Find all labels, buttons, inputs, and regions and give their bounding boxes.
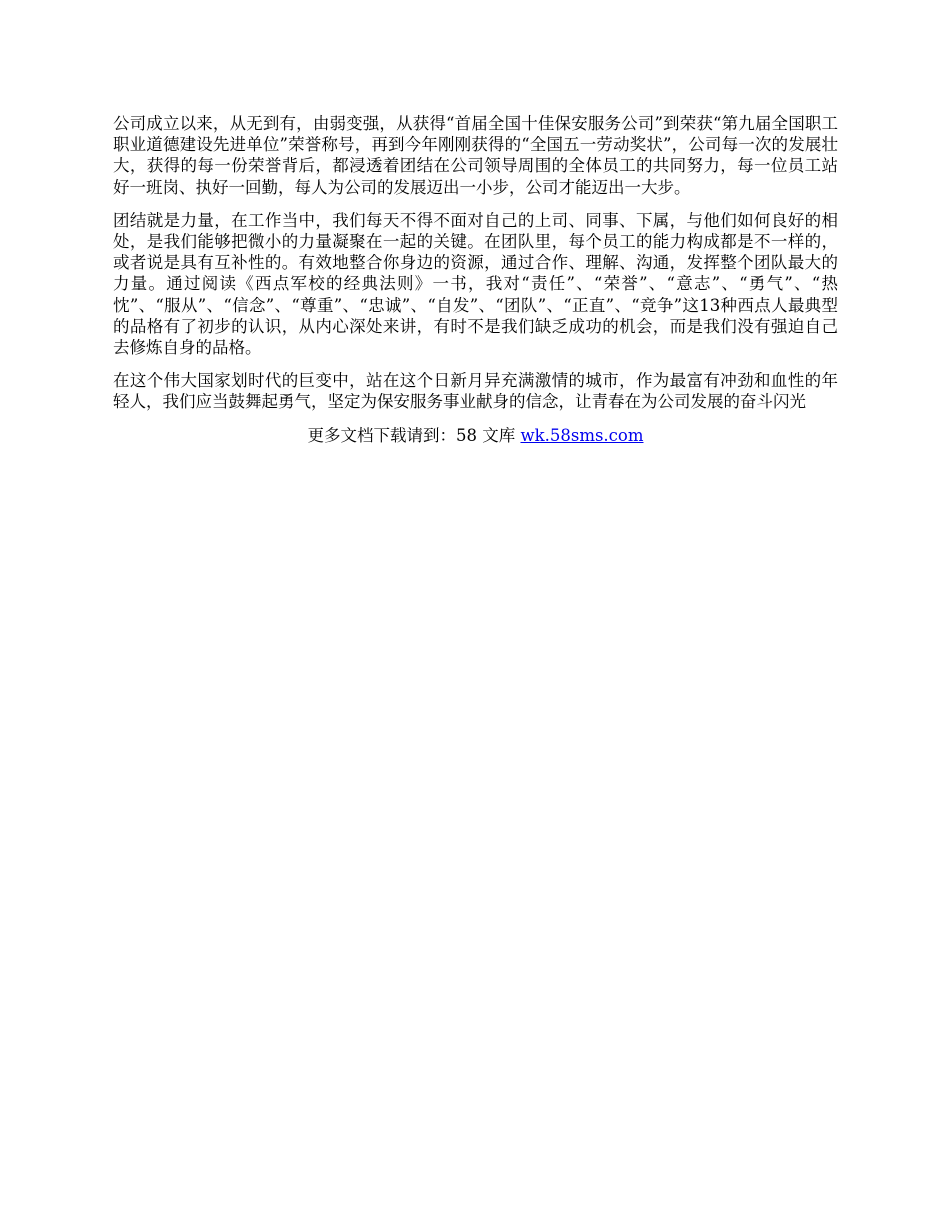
footer-link[interactable]: wk.58sms.com [520, 425, 644, 445]
paragraph-2: 团结就是力量，在工作当中，我们每天不得不面对自己的上司、同事、下属，与他们如何良好的相处，是我们能够把微小的力量凝聚在一起的关键。在团队里，每个员工的能力构成都是不一样的，或者说是具有互补性的。有效地整合你身边的资源，通过合作、理解、沟通，发挥整个团队最大的力量。通过阅读《西点军校的经典法则》一书，我对“责任”、“荣誉”、“意志”、“勇气”、“热忱”、“服从”、“信念”、“尊重”、“忠诚”、“自发”、“团队”、“正直”、“竞争”这13种西点人最典型的品格有了初步的认识，从内心深处来讲，有时不是我们缺乏成功的机会，而是我们没有强迫自己去修炼自身的品格。 [113, 210, 838, 358]
footer-prefix: 更多文档下载请到：58 文库 [307, 425, 521, 445]
paragraph-1: 公司成立以来，从无到有，由弱变强，从获得“首届全国十佳保安服务公司”到荣获“第九届全国职工职业道德建设先进单位”荣誉称号，再到今年刚刚获得的“全国五一劳动奖状”，公司每一次的发展壮大，获得的每一份荣誉背后，都浸透着团结在公司领导周围的全体员工的共同努力，每一位员工站好一班岗、执好一回勤，每人为公司的发展迈出一小步，公司才能迈出一大步。 [113, 114, 838, 197]
paragraph-3: 在这个伟大国家划时代的巨变中，站在这个日新月异充满激情的城市，作为最富有冲劲和血性的年轻人，我们应当鼓舞起勇气，坚定为保安服务事业献身的信念，让青春在为公司发展的奋斗闪光 [113, 371, 838, 412]
download-footer [113, 425, 838, 447]
document-page [113, 113, 838, 447]
